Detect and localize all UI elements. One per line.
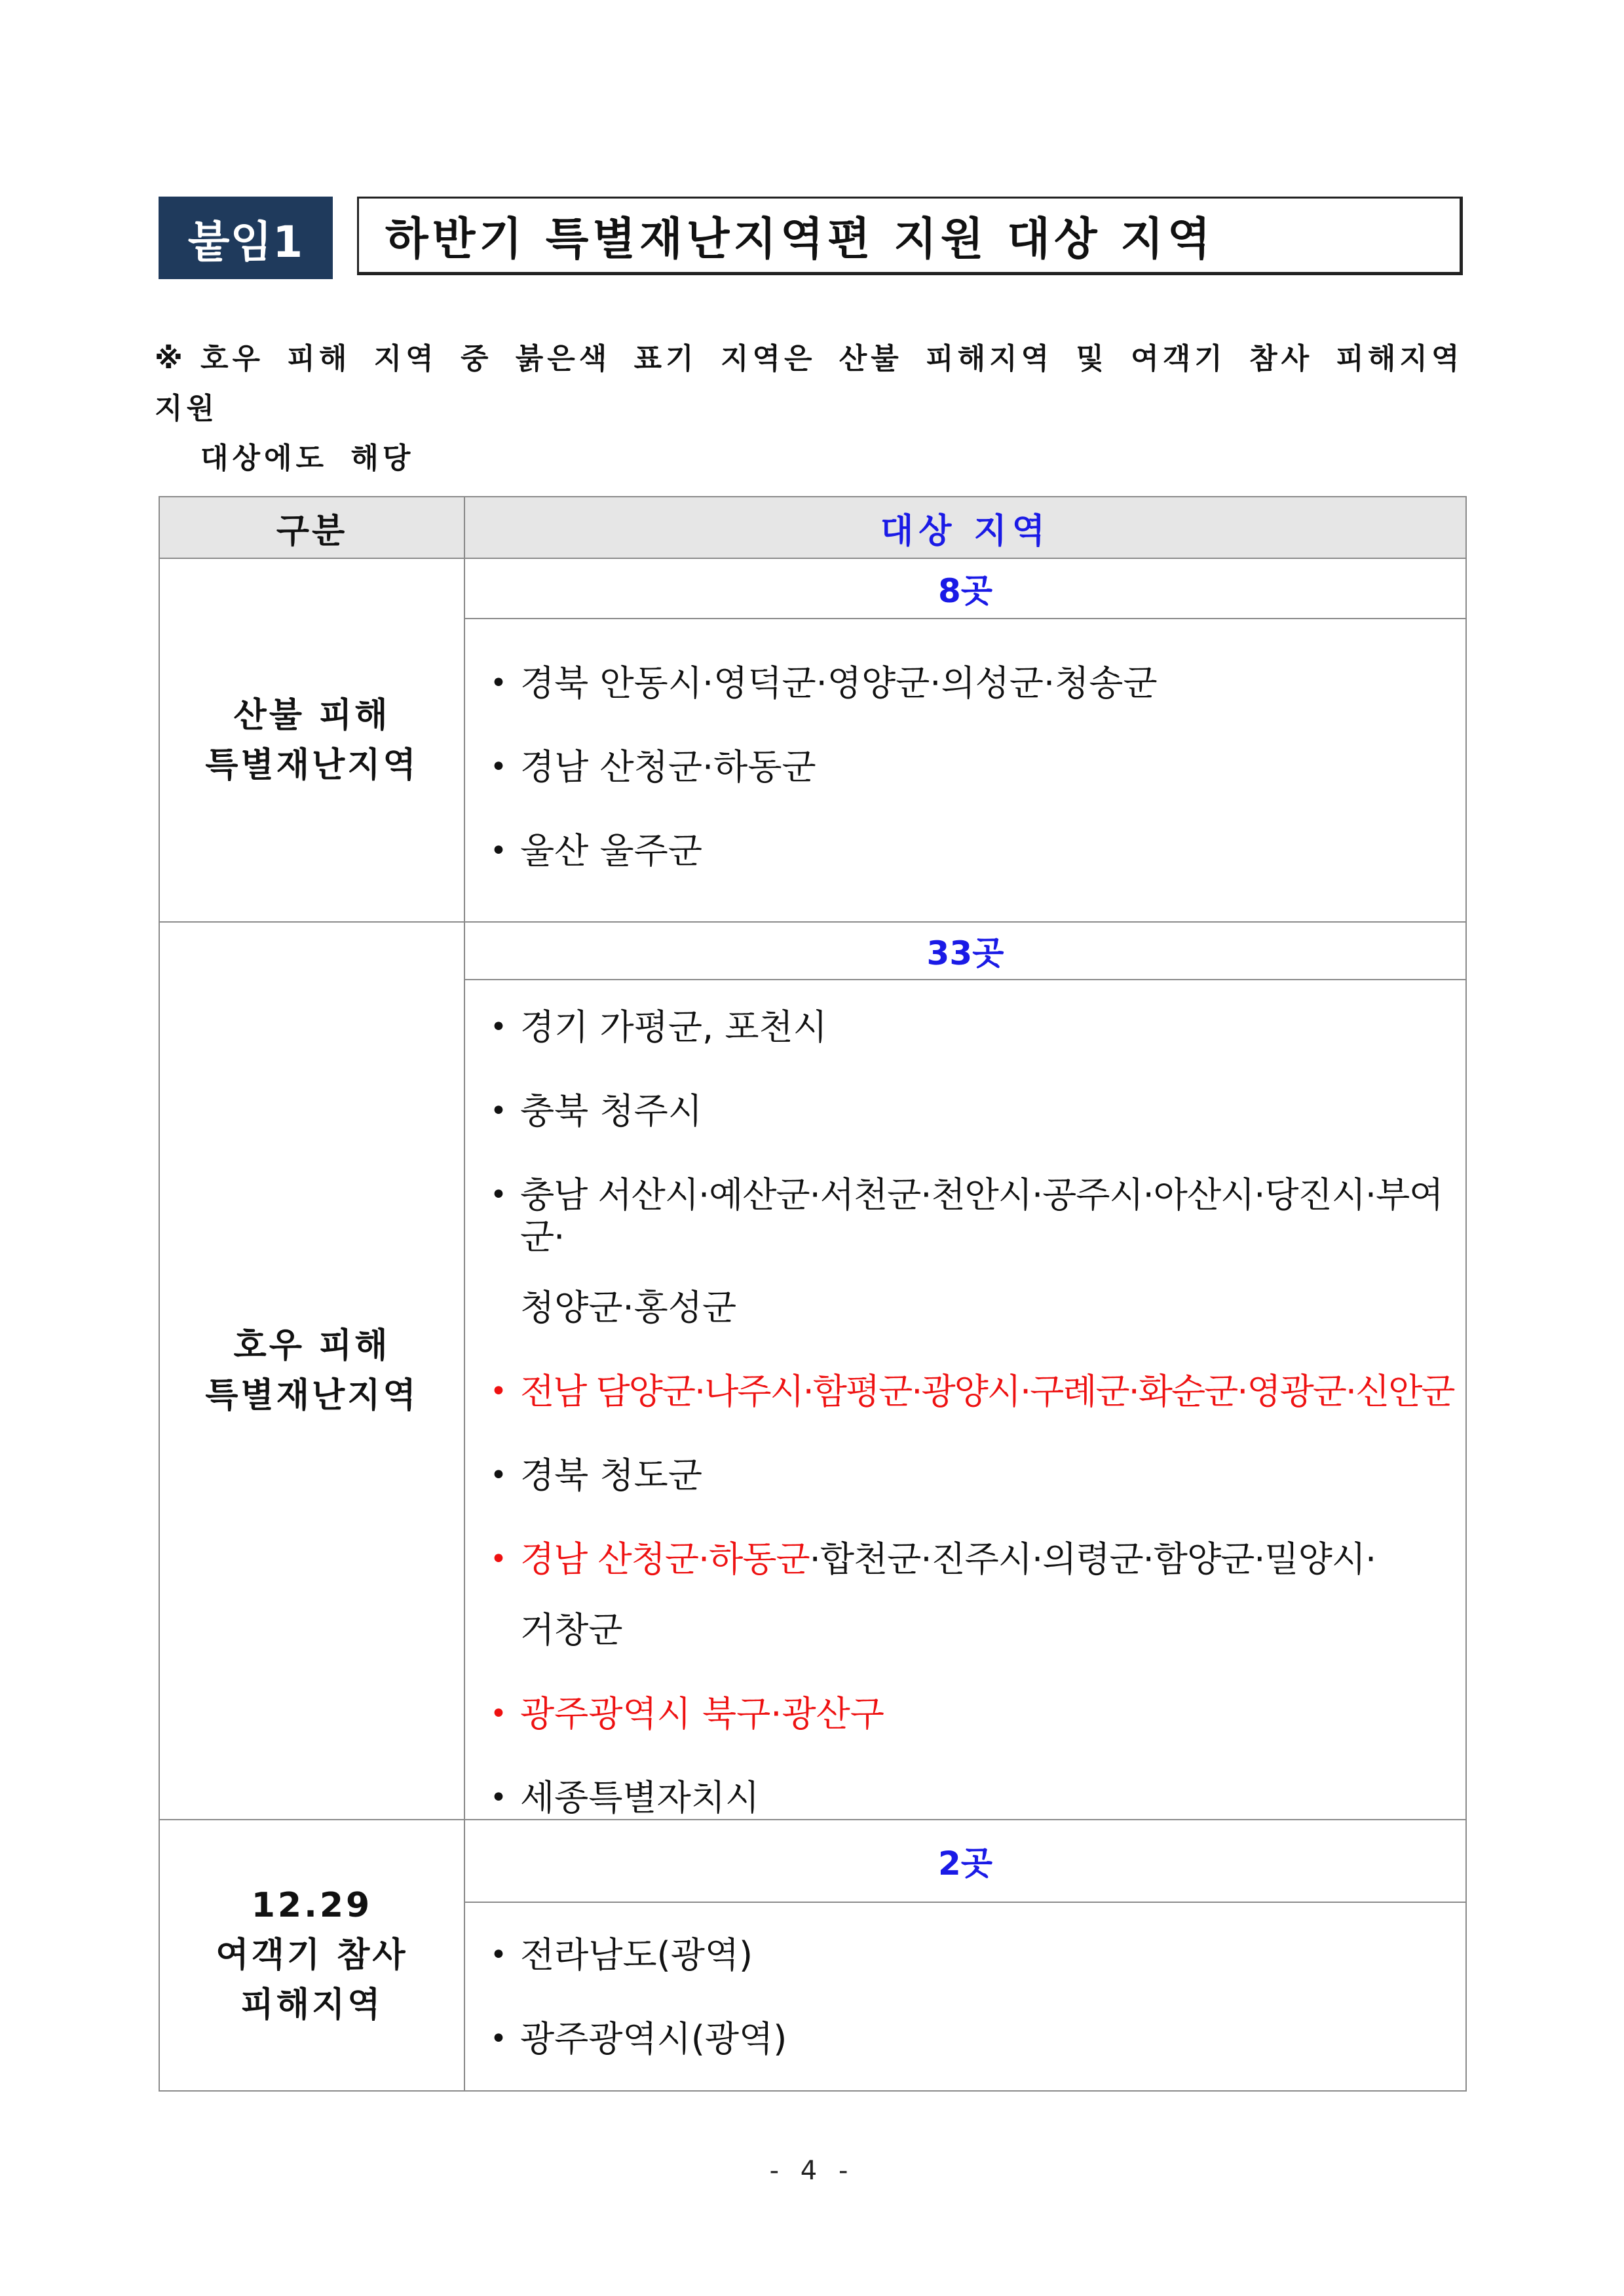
list-item-continuation xyxy=(465,1609,1465,1651)
header-category: 구분 xyxy=(159,497,464,558)
region-text: 광주광역시 북구·광산구 xyxy=(520,1693,884,1734)
count-air-crash: 2곳 xyxy=(464,1820,1466,1902)
list-item xyxy=(465,1455,1465,1497)
page-title: 하반기 특별재난지역편 지원 대상 지역 xyxy=(357,197,1463,275)
table-row xyxy=(159,558,1466,619)
bullet-icon: • xyxy=(490,1781,507,1814)
bullet-icon: • xyxy=(490,1459,507,1492)
count-wildfire: 8곳 xyxy=(464,558,1466,619)
bullet-icon: • xyxy=(490,1178,506,1212)
note xyxy=(155,334,1471,484)
region-text: 충북 청주시 xyxy=(520,1090,702,1132)
region-text: 청양군·홍성군 xyxy=(520,1287,737,1328)
category-line: 피해지역 xyxy=(240,1985,383,2025)
region-text: 세종특별자치시 xyxy=(520,1777,760,1818)
region-text: ·합천군·진주시·의령군·함양군·밀양시· xyxy=(809,1539,1376,1580)
note-text-1: 호우 피해 지역 중 붉은색 표기 지역은 산불 피해지역 및 여객기 참사 피해지역 지원 xyxy=(155,342,1463,425)
list-item xyxy=(465,1539,1465,1580)
list-item xyxy=(465,1174,1465,1258)
list-item xyxy=(465,1090,1465,1132)
bullet-icon: • xyxy=(490,1938,507,1972)
category-line: 산불 피해 xyxy=(233,695,390,735)
category-line: 특별재난지역 xyxy=(205,1376,419,1415)
page-number: - 4 - xyxy=(769,2156,855,2186)
count-heavy-rain: 33곳 xyxy=(464,922,1466,980)
list-item xyxy=(465,1777,1465,1819)
region-text: 전라남도(광역) xyxy=(520,1934,753,1976)
region-text: 울산 울주군 xyxy=(520,830,702,871)
category-air-crash xyxy=(159,1820,464,2091)
attachment-badge: 붙임1 xyxy=(159,197,333,279)
bullet-icon: • xyxy=(490,1542,506,1576)
reference-mark-icon: ※ xyxy=(155,342,187,375)
list-item xyxy=(465,830,1465,872)
region-text: 거창군 xyxy=(520,1609,623,1651)
list-item-highlighted xyxy=(465,1371,1465,1413)
bullet-icon: • xyxy=(490,750,507,784)
table-header-row xyxy=(159,497,1466,558)
region-text: 광주광역시(광역) xyxy=(520,2018,787,2059)
bullet-icon: • xyxy=(490,834,507,868)
list-item xyxy=(465,1006,1465,1048)
category-line: 특별재난지역 xyxy=(205,745,419,785)
table-row xyxy=(159,1820,1466,1902)
bullet-icon: • xyxy=(490,666,507,700)
region-text: 경남 산청군·하동군 xyxy=(520,746,816,788)
list-item xyxy=(465,662,1465,704)
regions-air-crash xyxy=(464,1902,1466,2091)
list-item xyxy=(465,746,1465,788)
header-regions: 대상 지역 xyxy=(464,497,1466,558)
region-text: 전남 담양군·나주시·함평군·광양시·구례군·화순군·영광군·신안군 xyxy=(520,1371,1454,1412)
region-text: 충남 서산시·예산군·서천군·천안시·공주시·아산시·당진시·부여군· xyxy=(520,1174,1443,1257)
note-line-1 xyxy=(155,334,1471,434)
category-line: 12.29 xyxy=(251,1886,373,1925)
category-wildfire xyxy=(159,558,464,922)
target-region-table xyxy=(159,496,1467,2092)
bullet-icon: • xyxy=(490,2022,507,2056)
list-item-continuation xyxy=(465,1287,1465,1329)
list-item xyxy=(465,2018,1465,2060)
category-line: 여객기 참사 xyxy=(216,1936,408,1975)
category-line: 호우 피해 xyxy=(233,1326,390,1366)
region-text-highlighted: 경남 산청군·하동군 xyxy=(520,1539,810,1580)
region-text: 경북 안동시·영덕군·영양군·의성군·청송군 xyxy=(520,662,1158,704)
region-text: 경북 청도군 xyxy=(520,1455,702,1496)
regions-wildfire xyxy=(464,619,1466,922)
bullet-icon: • xyxy=(490,1375,506,1408)
list-item-highlighted xyxy=(465,1693,1465,1735)
list-item xyxy=(465,1934,1465,1976)
note-line-2: 대상에도 해당 xyxy=(200,442,415,475)
bullet-icon: • xyxy=(490,1010,507,1044)
category-heavy-rain xyxy=(159,922,464,1820)
bullet-icon: • xyxy=(490,1697,507,1731)
table-row xyxy=(159,922,1466,980)
region-text: 경기 가평군, 포천시 xyxy=(520,1006,827,1048)
bullet-icon: • xyxy=(490,1094,507,1128)
regions-heavy-rain xyxy=(464,980,1466,1820)
